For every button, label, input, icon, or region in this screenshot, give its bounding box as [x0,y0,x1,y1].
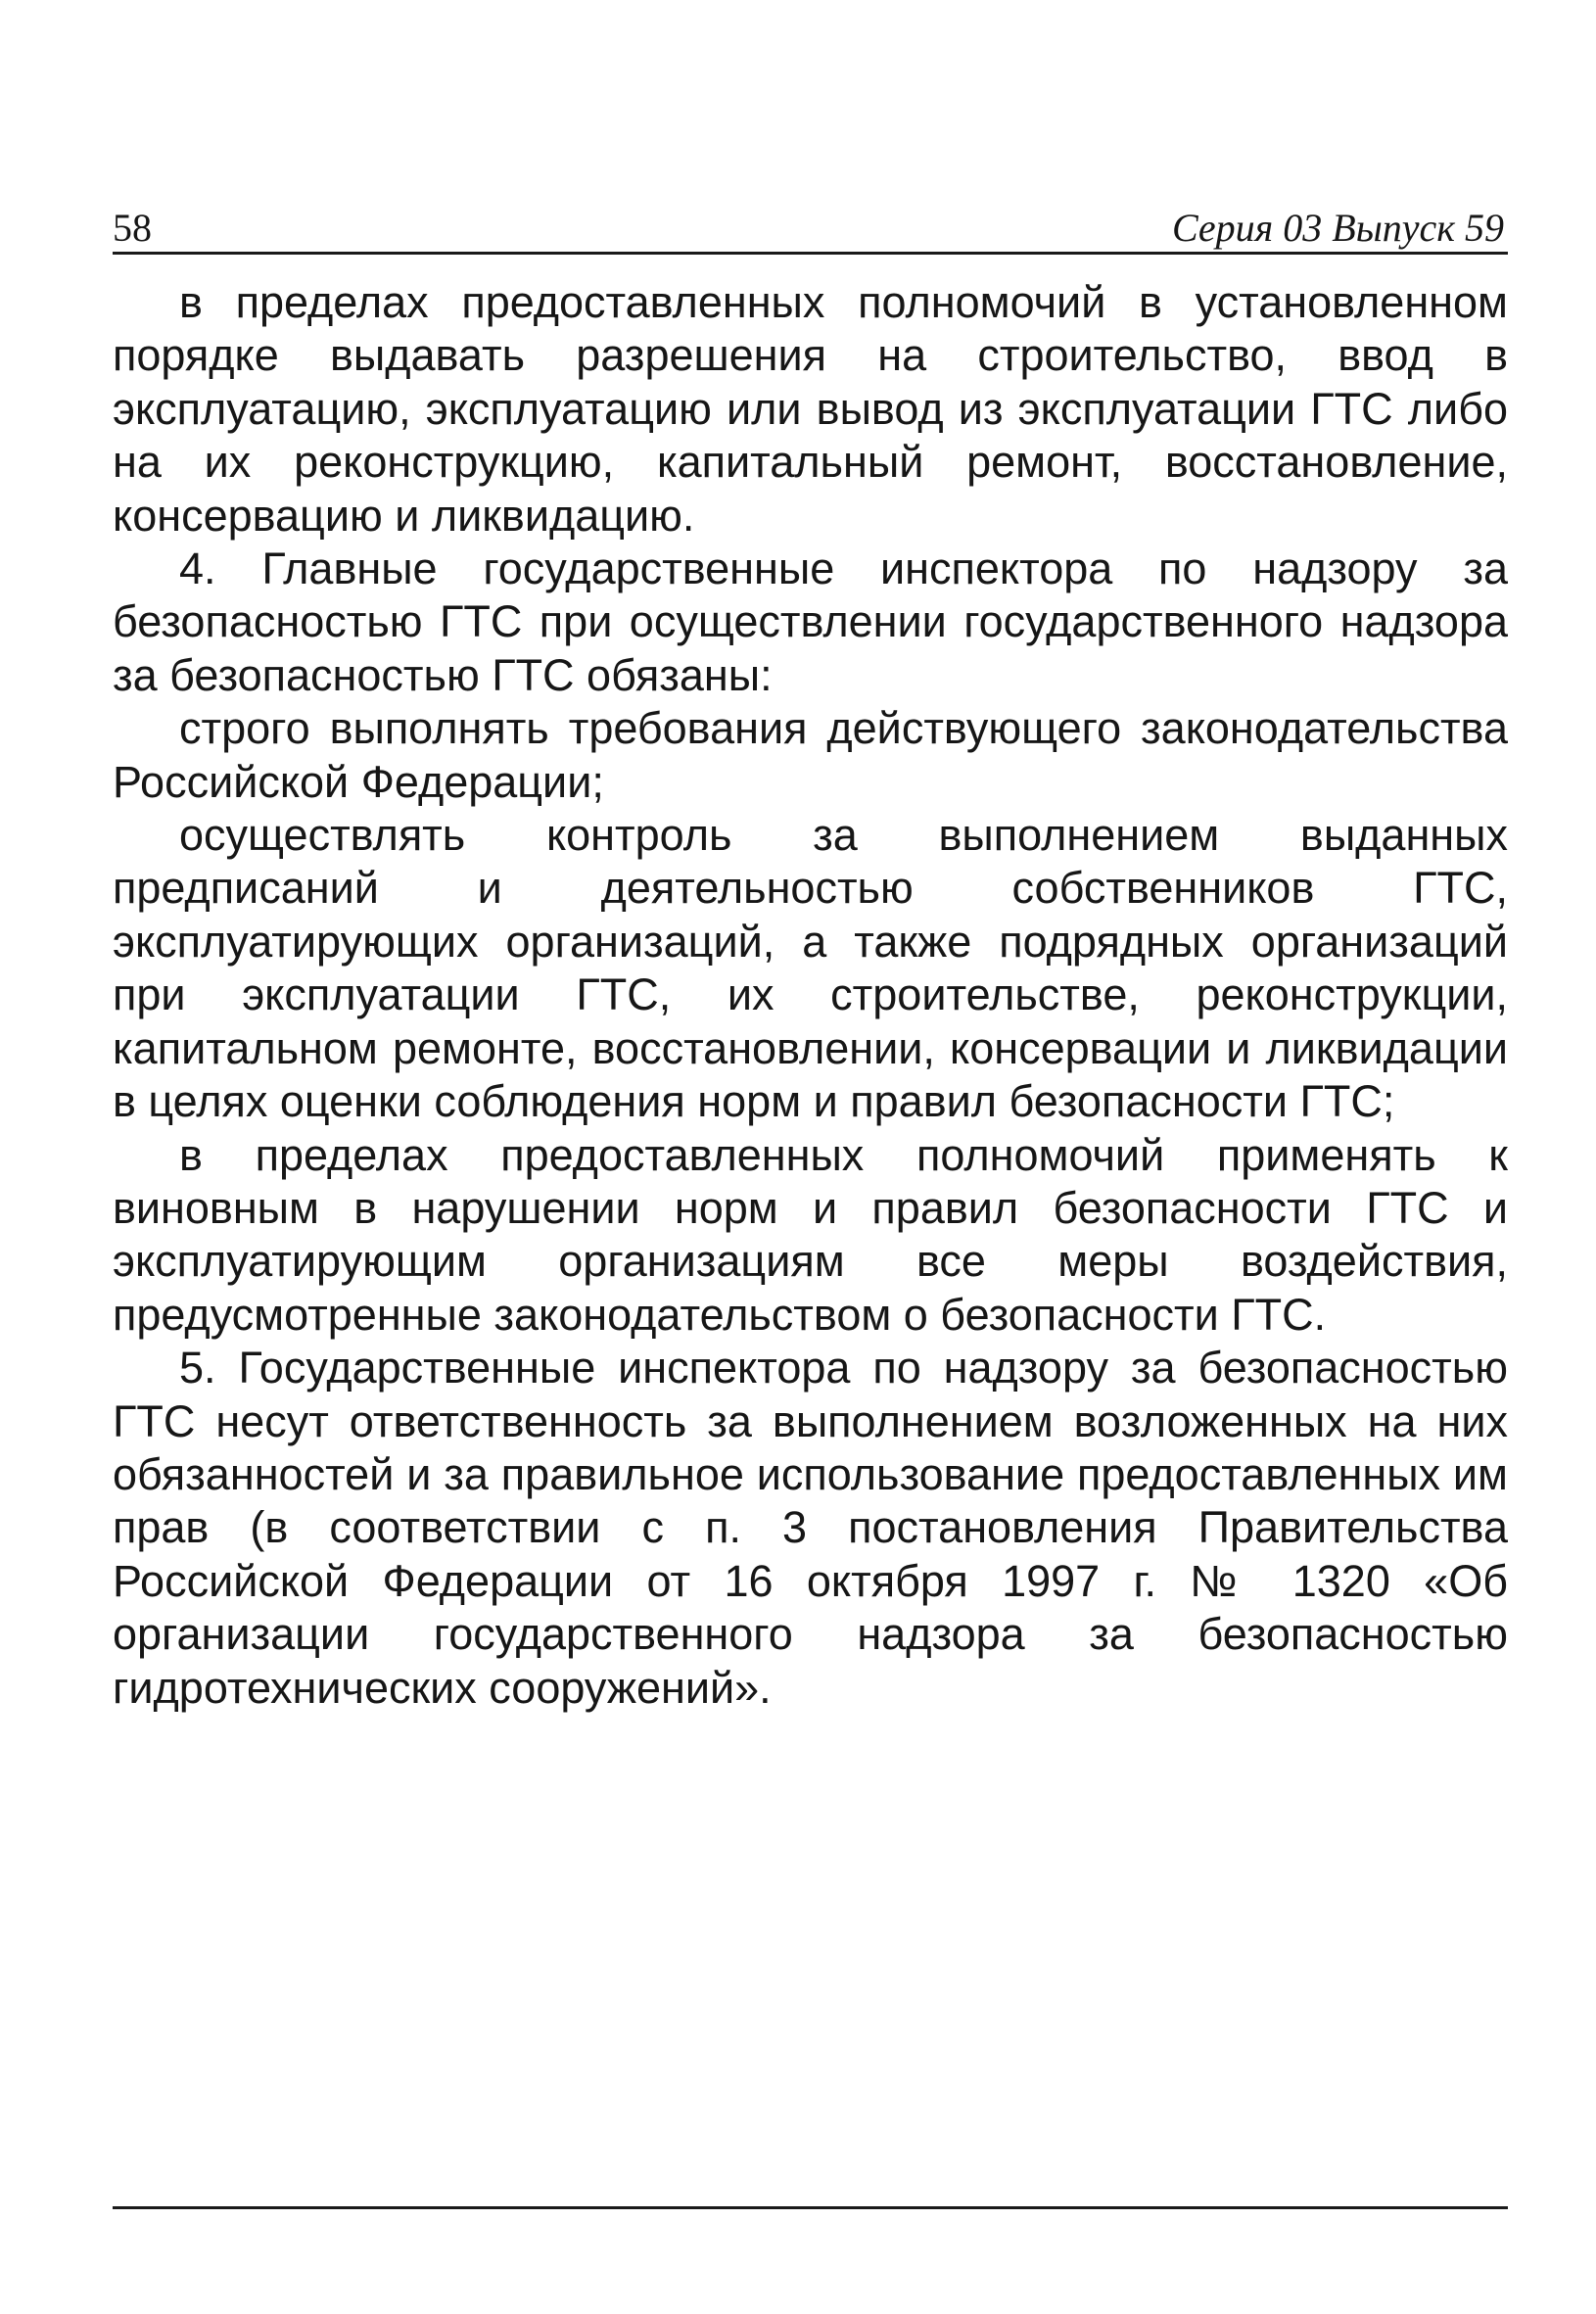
running-title: Серия 03 Выпуск 59 [1171,206,1504,250]
paragraph-duty-measures: в пределах предоставленных полномочий применять к виновным в нарушении норм и правил безопасности ГТС и эксплуатирующим организациям все меры воздействия, предусмотренные законодательством о безопасности ГТС. [113,1129,1508,1340]
footer-rule [113,2206,1508,2209]
paragraph-duty-control: осуществлять контроль за выполнением выданных предписаний и деятельностью собственников ГТС, эксплуатирующих организаций, а также подрядных организаций при эксплуатации ГТС, их строительстве, реконструкции, капитальном ремонте, восстановлении, консервации и ликвидации в целях оценки соблюдения норм и правил безопасности ГТС; [113,810,1508,1127]
page-number: 58 [113,206,152,250]
paragraph-item-5: 5. Государственные инспектора по надзору за безопасностью ГТС несут ответственность за выполнением возложенных на них обязанностей и за правильное использование предоставленных им прав (в соответствии с п. 3 постановления Правительства Российской Федерации от 16 октября 1997 г. № 1320 «Об организации государственного надзора за безопасностью гидротехнических сооружений». [113,1343,1508,1713]
page-header [113,201,1508,255]
paragraph-item-4: 4. Главные государственные инспектора по надзору за безопасностью ГТС при осуществлении государственного надзора за безопасностью ГТС обязаны: [113,543,1508,700]
body-text [113,276,1508,1715]
paragraph-permits: в пределах предоставленных полномочий в установленном порядке выдавать разрешения на строительство, ввод в эксплуатацию, эксплуатацию или вывод из эксплуатации ГТС либо на их реконструкцию, капитальный ремонт, восстановление, консервацию и ликвидацию. [113,277,1508,541]
paragraph-duty-law: строго выполнять требования действующего законодательства Российской Федерации; [113,703,1508,807]
